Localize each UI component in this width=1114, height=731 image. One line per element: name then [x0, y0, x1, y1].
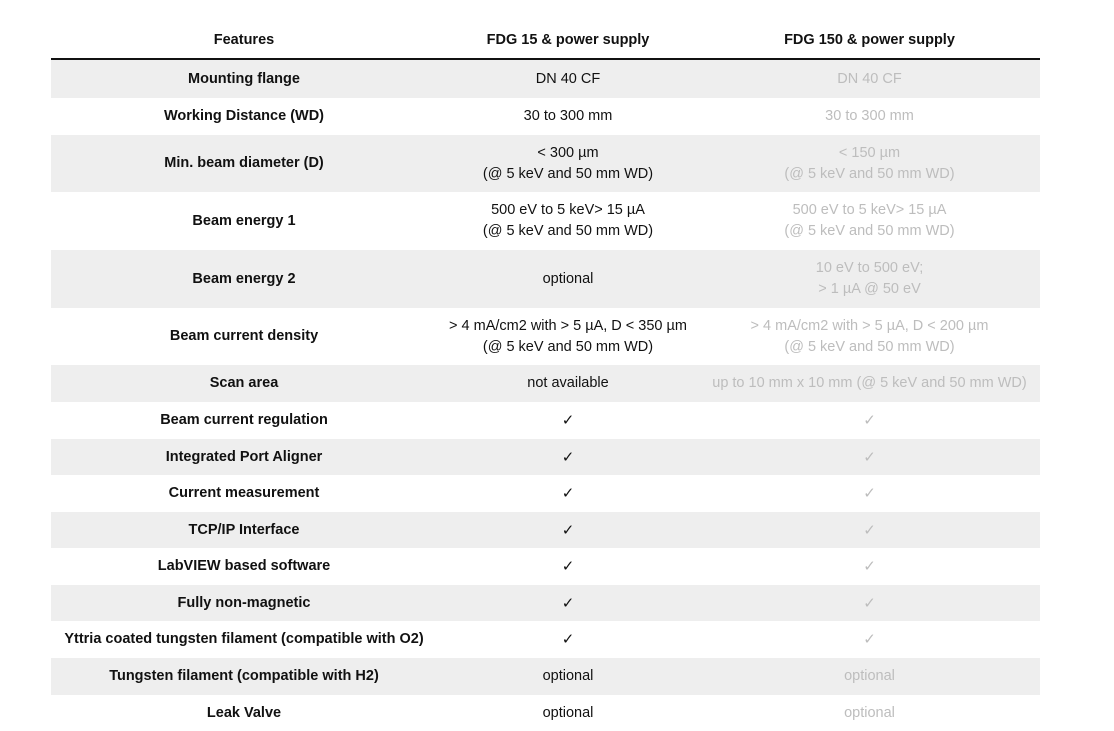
- feature-label: Min. beam diameter (D): [164, 155, 324, 171]
- feature-label: Beam current density: [169, 328, 319, 344]
- check-icon: ✓: [561, 594, 575, 612]
- fdg150-value: optional: [844, 704, 895, 721]
- check-icon: ✓: [863, 558, 876, 575]
- feature-label: Yttria coated tungsten filament (compatible with O2): [64, 631, 424, 647]
- table-row: [51, 512, 1040, 548]
- feature-label: Beam energy 1: [192, 212, 296, 229]
- fdg15-value: 500 eV to 5 keV> 15 µA (@ 5 keV and 50 mm WD): [482, 202, 654, 239]
- check-icon: ✓: [561, 558, 575, 575]
- table-row: [51, 308, 1040, 365]
- fdg15-value: optional: [542, 668, 594, 684]
- check-icon: ✓: [863, 448, 876, 466]
- check-icon: ✓: [561, 485, 575, 502]
- fdg150-value: < 150 µm (@ 5 keV and 50 mm WD): [784, 144, 955, 182]
- feature-label: Mounting flange: [188, 70, 300, 87]
- fdg15-value: optional: [542, 270, 594, 287]
- fdg15-value: < 300 µm (@ 5 keV and 50 mm WD): [482, 144, 654, 182]
- check-icon: ✓: [863, 485, 876, 502]
- header-features: Features: [213, 32, 275, 48]
- fdg150-value: 30 to 300 mm: [825, 108, 914, 124]
- table-row: [51, 658, 1040, 695]
- check-icon: ✓: [863, 594, 876, 612]
- fdg15-value: > 4 mA/cm2 with > 5 µA, D < 350 µm (@ 5 keV and 50 mm WD): [449, 317, 687, 355]
- feature-label: LabVIEW based software: [157, 558, 331, 574]
- fdg150-value: 10 eV to 500 eV; > 1 µA @ 50 eV: [815, 260, 924, 297]
- feature-label: Tungsten filament (compatible with H2): [109, 668, 379, 684]
- table-header: [51, 22, 1040, 60]
- fdg150-value: 500 eV to 5 keV> 15 µA (@ 5 keV and 50 mm WD): [784, 202, 955, 239]
- fdg150-value: up to 10 mm x 10 mm (@ 5 keV and 50 mm WD): [712, 375, 1027, 391]
- check-icon: ✓: [561, 631, 575, 648]
- table-row: [51, 60, 1040, 98]
- table-row: [51, 135, 1040, 192]
- feature-label: Working Distance (WD): [163, 108, 325, 124]
- table-row: [51, 548, 1040, 585]
- fdg15-value: not available: [527, 375, 609, 391]
- table-row: [51, 365, 1040, 402]
- check-icon: ✓: [863, 521, 876, 539]
- fdg150-value: DN 40 CF: [837, 70, 902, 87]
- feature-label: Scan area: [209, 375, 279, 391]
- feature-label: Integrated Port Aligner: [165, 448, 323, 465]
- table-row: [51, 439, 1040, 475]
- feature-label: Current measurement: [168, 485, 320, 501]
- check-icon: ✓: [561, 521, 575, 539]
- header-fdg15: FDG 15 & power supply: [486, 32, 650, 48]
- feature-label: Leak Valve: [206, 704, 282, 721]
- fdg150-value: > 4 mA/cm2 with > 5 µA, D < 200 µm (@ 5 keV and 50 mm WD): [750, 317, 989, 355]
- table-row: [51, 621, 1040, 658]
- header-fdg150: FDG 150 & power supply: [784, 32, 955, 48]
- table-row: [51, 192, 1040, 250]
- feature-label: Beam current regulation: [160, 412, 328, 428]
- table-row: [51, 402, 1040, 439]
- check-icon: ✓: [863, 412, 876, 429]
- table-row: [51, 250, 1040, 308]
- fdg15-value: optional: [542, 704, 594, 721]
- check-icon: ✓: [561, 448, 575, 466]
- fdg15-value: 30 to 300 mm: [523, 108, 613, 124]
- feature-label: TCP/IP Interface: [188, 521, 300, 538]
- check-icon: ✓: [561, 412, 575, 429]
- table-row: [51, 695, 1040, 731]
- table-row: [51, 585, 1040, 621]
- feature-label: Fully non-magnetic: [177, 594, 311, 611]
- table-row: [51, 98, 1040, 135]
- check-icon: ✓: [863, 631, 876, 648]
- fdg150-value: optional: [844, 668, 895, 684]
- comparison-table: [51, 22, 1040, 731]
- feature-label: Beam energy 2: [192, 270, 296, 287]
- fdg15-value: DN 40 CF: [535, 70, 601, 87]
- table-row: [51, 475, 1040, 512]
